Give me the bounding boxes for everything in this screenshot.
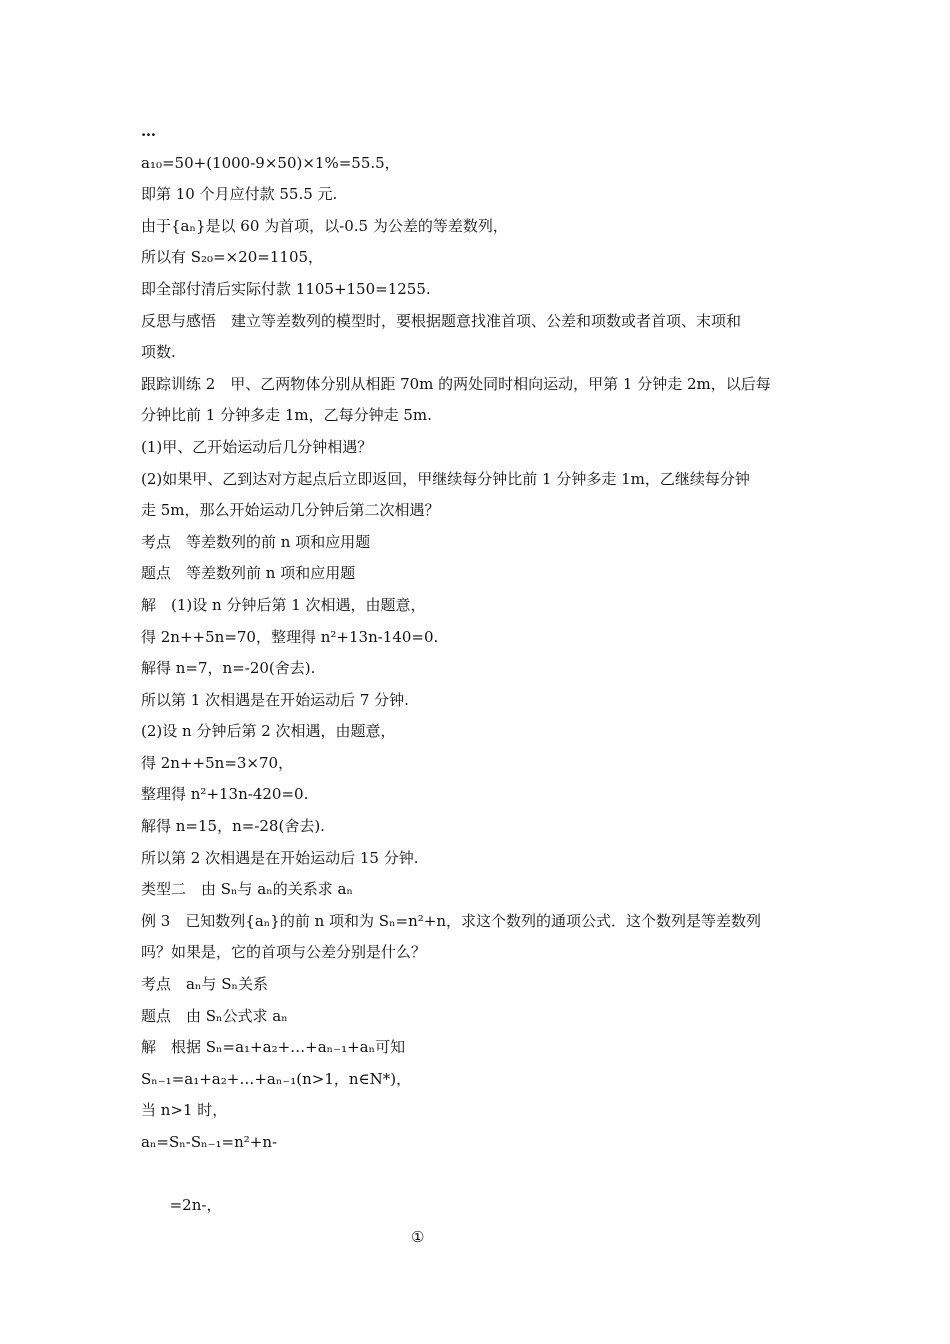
example-line-1: 例 3 已知数列{aₙ}的前 n 项和为 Sₙ=n²+n，求这个数列的通项公式．这个数列是等差数列: [141, 911, 762, 930]
reflection-line-1: 反思与感悟 建立等差数列的模型时，要根据题意找准首项、公差和项数或者首项、末项和: [141, 311, 742, 330]
solution-line: 解 根据 Sₙ=a₁+a₂+…+aₙ₋₁+aₙ可知: [141, 1038, 406, 1057]
text-line: 即第 10 个月应付款 55.5 元.: [141, 185, 338, 204]
exercise-title-line-2: 分钟比前 1 分钟多走 1m，乙每分钟走 5m.: [141, 406, 432, 425]
solution-line-with-marker: [141, 1159, 821, 1246]
solution-line: 整理得 n²+13n-420=0.: [141, 785, 309, 804]
continuation-ellipsis: …: [141, 122, 157, 140]
text-line: a₁₀=50+(1000-9×50)×1%=55.5，: [141, 153, 400, 172]
solution-line: 解得 n=7，n=-20(舍去).: [141, 659, 316, 678]
exercise-title-line-1: 跟踪训练 2 甲、乙两物体分别从相距 70m 的两处同时相向运动，甲第 1 分钟走 2m，以后每: [141, 374, 771, 393]
solution-line: 当 n>1 时，: [141, 1101, 228, 1120]
solution-line: (2)设 n 分钟后第 2 次相遇，由题意，: [141, 722, 396, 741]
solution-line: 所以第 2 次相遇是在开始运动后 15 分钟.: [141, 848, 419, 867]
solution-line: 得 2n++5n=70，整理得 n²+13n-140=0.: [141, 627, 439, 646]
solution-line: Sₙ₋₁=a₁+a₂+…+aₙ₋₁(n>1，n∈N*)，: [141, 1069, 412, 1088]
question-2-line-2: 走 5m，那么开始运动几分钟后第二次相遇？: [141, 501, 440, 520]
document-body: [141, 116, 821, 1246]
solution-line: 解得 n=15，n=-28(舍去).: [141, 817, 325, 836]
solution-line: aₙ=Sₙ-Sₙ₋₁=n²+n-: [141, 1133, 278, 1151]
text-line: 即全部付清后实际付款 1105+150=1255.: [141, 279, 431, 298]
text-line: 所以有 S₂₀=×20=1105，: [141, 248, 324, 267]
solution-line-text: =2n-，: [169, 1196, 222, 1215]
subtopic-label: 题点 等差数列前 n 项和应用题: [141, 564, 356, 583]
topic-label: 考点 aₙ与 Sₙ关系: [141, 975, 268, 994]
solution-line: 解 (1)设 n 分钟后第 1 次相遇，由题意，: [141, 595, 426, 614]
equation-marker: ①: [411, 1227, 425, 1246]
section-heading: 类型二 由 Sₙ与 aₙ的关系求 aₙ: [141, 880, 353, 899]
example-line-2: 吗？如果是，它的首项与公差分别是什么？: [141, 943, 427, 962]
text-line: 由于{aₙ}是以 60 为首项，以-0.5 为公差的等差数列，: [141, 216, 508, 235]
reflection-line-2: 项数.: [141, 343, 176, 362]
question-2-line-1: (2)如果甲、乙到达对方起点后立即返回，甲继续每分钟比前 1 分钟多走 1m，乙继续每分钟: [141, 469, 750, 488]
subtopic-label: 题点 由 Sₙ公式求 aₙ: [141, 1006, 288, 1025]
question-1: (1)甲、乙开始运动后几分钟相遇？: [141, 437, 373, 456]
solution-line: 得 2n++5n=3×70，: [141, 753, 294, 772]
topic-label: 考点 等差数列的前 n 项和应用题: [141, 532, 371, 551]
solution-line: 所以第 1 次相遇是在开始运动后 7 分钟.: [141, 690, 409, 709]
